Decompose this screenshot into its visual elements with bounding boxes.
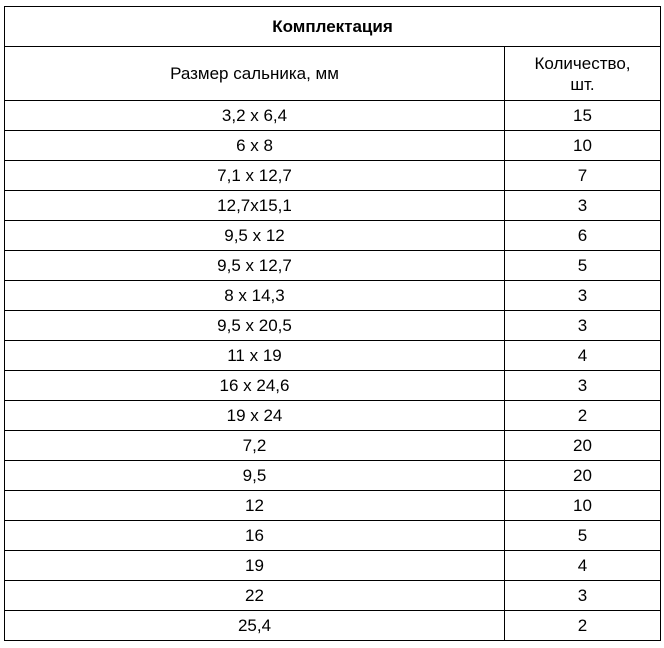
cell-qty: 2 xyxy=(505,611,661,641)
cell-size: 9,5 х 20,5 xyxy=(5,311,505,341)
table-row xyxy=(5,311,661,341)
table-header-row xyxy=(5,47,661,101)
table-row xyxy=(5,161,661,191)
cell-size: 12,7х15,1 xyxy=(5,191,505,221)
cell-size: 3,2 х 6,4 xyxy=(5,101,505,131)
cell-size: 16 х 24,6 xyxy=(5,371,505,401)
table-row xyxy=(5,371,661,401)
cell-size: 19 х 24 xyxy=(5,401,505,431)
cell-size: 11 х 19 xyxy=(5,341,505,371)
cell-qty: 3 xyxy=(505,281,661,311)
cell-qty: 3 xyxy=(505,311,661,341)
cell-size: 7,2 xyxy=(5,431,505,461)
cell-qty: 4 xyxy=(505,551,661,581)
cell-qty: 3 xyxy=(505,191,661,221)
table-title: Комплектация xyxy=(5,7,661,47)
table-row xyxy=(5,221,661,251)
cell-size: 9,5 х 12,7 xyxy=(5,251,505,281)
cell-size: 16 xyxy=(5,521,505,551)
cell-qty: 10 xyxy=(505,491,661,521)
cell-size: 22 xyxy=(5,581,505,611)
cell-qty: 5 xyxy=(505,521,661,551)
table-row xyxy=(5,551,661,581)
table-row xyxy=(5,611,661,641)
cell-qty: 3 xyxy=(505,371,661,401)
table-row xyxy=(5,131,661,161)
cell-qty: 3 xyxy=(505,581,661,611)
cell-size: 19 xyxy=(5,551,505,581)
cell-size: 9,5 х 12 xyxy=(5,221,505,251)
cell-size: 8 х 14,3 xyxy=(5,281,505,311)
cell-qty: 15 xyxy=(505,101,661,131)
cell-qty: 6 xyxy=(505,221,661,251)
header-qty-line2: шт. xyxy=(570,74,595,94)
cell-size: 7,1 х 12,7 xyxy=(5,161,505,191)
table-row xyxy=(5,281,661,311)
cell-qty: 20 xyxy=(505,461,661,491)
cell-size: 25,4 xyxy=(5,611,505,641)
cell-qty: 4 xyxy=(505,341,661,371)
kit-table xyxy=(4,6,661,641)
table-row xyxy=(5,521,661,551)
header-qty-line1: Количество, xyxy=(534,53,631,73)
cell-qty: 10 xyxy=(505,131,661,161)
table-title-row xyxy=(5,7,661,47)
table-row xyxy=(5,341,661,371)
table-row xyxy=(5,461,661,491)
table-row xyxy=(5,251,661,281)
table-row xyxy=(5,491,661,521)
table-row xyxy=(5,431,661,461)
cell-qty: 5 xyxy=(505,251,661,281)
table-row xyxy=(5,581,661,611)
cell-qty: 2 xyxy=(505,401,661,431)
table-row xyxy=(5,101,661,131)
cell-qty: 20 xyxy=(505,431,661,461)
header-size: Размер сальника, мм xyxy=(5,47,505,101)
table-row xyxy=(5,191,661,221)
cell-size: 6 х 8 xyxy=(5,131,505,161)
cell-qty: 7 xyxy=(505,161,661,191)
cell-size: 12 xyxy=(5,491,505,521)
cell-size: 9,5 xyxy=(5,461,505,491)
table-row xyxy=(5,401,661,431)
header-qty xyxy=(505,47,661,101)
